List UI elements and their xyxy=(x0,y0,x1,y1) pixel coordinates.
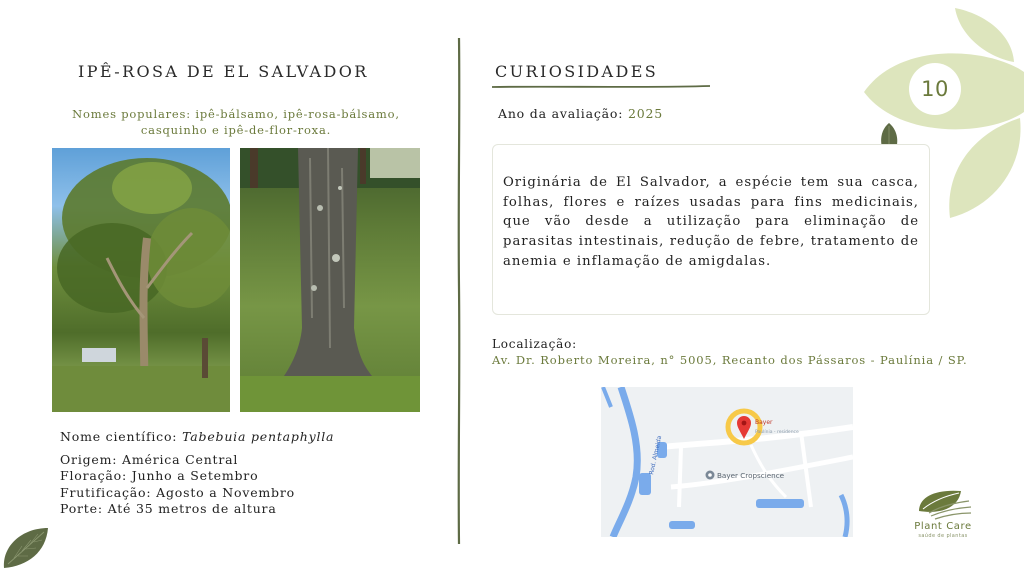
scientific-name-label: Nome científico: xyxy=(60,429,178,444)
species-facts xyxy=(60,452,295,518)
fact-origin: Origem: América Central xyxy=(60,452,239,467)
scientific-name-line xyxy=(60,429,334,444)
map-pin-sublabel: Paulínia - residence xyxy=(755,430,799,435)
page-number: 10 xyxy=(921,77,949,101)
map-pin-label: Bayer xyxy=(755,419,773,426)
column-divider xyxy=(457,38,461,544)
scientific-name: Tabebuia pentaphylla xyxy=(182,429,335,444)
curiosity-box xyxy=(492,144,930,315)
brand-name: Plant Care xyxy=(914,521,972,532)
leaf-icon xyxy=(949,118,1020,218)
evaluation-year-value: 2025 xyxy=(628,106,664,121)
fact-fruiting: Frutificação: Agosto a Novembro xyxy=(60,484,295,500)
trunk-photo xyxy=(240,148,420,412)
location-label: Localização: xyxy=(492,337,577,351)
title-underline xyxy=(492,84,710,90)
map-road-label: Rod. Almeida xyxy=(648,435,664,476)
tree-photo xyxy=(52,148,230,412)
map-place-label: Bayer Cropscience xyxy=(717,471,785,480)
location-map[interactable] xyxy=(601,387,853,537)
location-address: Av. Dr. Roberto Moreira, n° 5005, Recanto dos Pássaros - Paulínia / SP. xyxy=(492,353,968,367)
evaluation-year-label: Ano da avaliação: xyxy=(498,106,624,121)
brand-logo xyxy=(905,487,981,543)
place-marker-icon xyxy=(706,471,715,480)
brand-tagline: saúde de plantas xyxy=(918,533,968,539)
curiosities-title: CURIOSIDADES xyxy=(495,62,659,81)
fact-flowering: Floração: Junho a Setembro xyxy=(60,468,259,484)
plant-care-logo-icon xyxy=(905,487,981,521)
species-title: IPÊ-ROSA DE EL SALVADOR xyxy=(78,62,369,81)
popular-names: Nomes populares: ipê-bálsamo, ipê-rosa-bálsamo, casquinho e ipê-de-flor-roxa. xyxy=(72,107,400,137)
curiosity-text: Originária de El Salvador, a espécie tem sua casca, folhas, flores e raízes usadas para fins medicinais, que vão desde a utilização para eliminação de parasitas intestinais, redução de febre, tratamento de anemia e inflamação de amigdalas. xyxy=(503,175,919,269)
fact-size: Porte: Até 35 metros de altura xyxy=(60,501,277,517)
evaluation-year xyxy=(498,106,663,121)
